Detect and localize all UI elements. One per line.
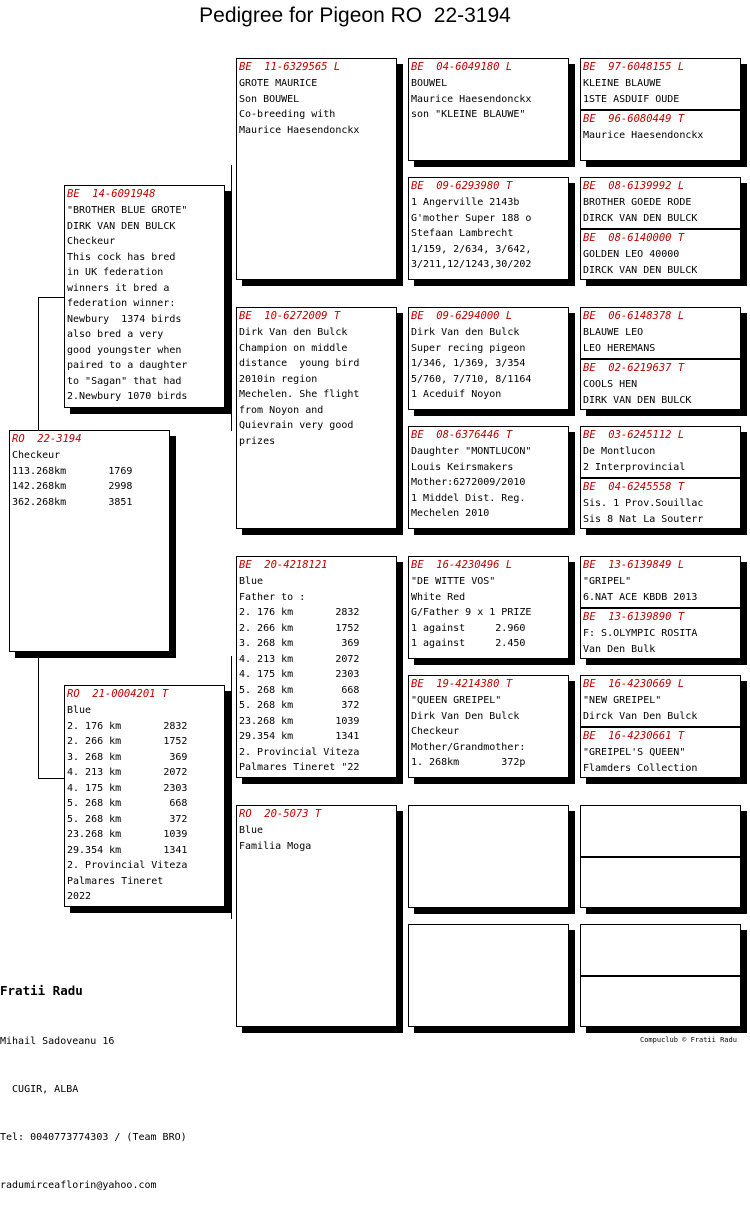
pigeon-info: Daughter "MONTLUCON" Louis Keirsmakers Mother:6272009/2010 1 Middel Dist. Reg. Mechelen 2010 <box>411 446 532 519</box>
pigeon-info: De Montlucon 2 Interprovincial <box>583 446 686 473</box>
ring-number: BE 13-6139890 T <box>583 611 685 623</box>
ring-number: BE 10-6272009 T <box>239 310 341 322</box>
pigeon-info: Sis. 1 Prov.Souillac Sis 8 Nat La Souterr <box>583 498 704 525</box>
pigeon-info: Blue Familia Moga <box>239 825 312 852</box>
great-great-grandparent-card <box>580 426 741 478</box>
ring-number: BE 06-6148378 L <box>583 310 685 322</box>
breeder-name: Fratii Radu <box>0 983 83 998</box>
ring-number: RO 22-3194 <box>12 433 82 445</box>
breeder-email: radumirceaflorin@yahoo.com <box>0 1180 157 1191</box>
great-great-grandparent-card <box>580 58 741 110</box>
pigeon-info: Checkeur 113.268km 1769 142.268km 2998 362.268km 3851 <box>12 450 133 508</box>
copyright-note: Compuclub © Fratii Radu <box>640 1036 737 1044</box>
pigeon-info <box>581 992 740 994</box>
ring-number: BE 19-4214380 T <box>411 678 513 690</box>
pigeon-info <box>409 821 568 823</box>
pigeon-info: F: S.OLYMPIC ROSITA Van Den Bulk <box>583 628 698 655</box>
grandparent-card <box>236 307 397 529</box>
pigeon-info <box>581 940 740 942</box>
pigeon-info: "GRIPEL" 6.NAT ACE KBDB 2013 <box>583 576 698 603</box>
pigeon-info: Dirk Van den Bulck Super recing pigeon 1/346, 1/369, 3/354 5/760, 7/710, 8/1164 1 Aceduif Noyon <box>411 327 532 400</box>
breeder-address: Mihail Sadoveanu 16 <box>0 1036 115 1047</box>
ring-number: RO 21-0004201 T <box>67 688 169 700</box>
ring-number <box>581 858 740 873</box>
great-great-grandparent-card <box>580 229 741 280</box>
grandparent-card <box>236 58 397 280</box>
dam-card <box>64 685 225 907</box>
great-grandparent-card <box>408 556 569 659</box>
page-title: Pedigree for Pigeon RO 22-3194 <box>199 4 511 27</box>
great-great-grandparent-card <box>580 556 741 608</box>
ring-number: BE 02-6219637 T <box>583 362 685 374</box>
breeder-phone: Tel: 0040773774303 / (Team BRO) <box>0 1132 187 1143</box>
ring-number <box>581 806 740 821</box>
ring-number: BE 96-6080449 T <box>583 113 685 125</box>
sire-card <box>64 185 225 408</box>
pigeon-info <box>581 821 740 823</box>
ring-number: BE 04-6245558 T <box>583 481 685 493</box>
great-grandparent-card <box>408 675 569 778</box>
ring-number <box>581 977 740 992</box>
pigeon-info: 1 Angerville 2143b G'mother Super 188 o Stefaan Lambrecht 1/159, 2/634, 3/642, 3/211,12/1243,30/202 <box>411 197 532 270</box>
pigeon-info: COOLS HEN DIRK VAN DEN BULCK <box>583 379 692 406</box>
great-great-grandparent-card <box>580 805 741 857</box>
pigeon-info: Blue 2. 176 km 2832 2. 266 km 1752 3. 268 km 369 4. 213 km 2072 4. 175 km 2303 5. 268 km 668 5. 268 km 372 23.268 km 1039 29.354 km 1341 2. Provincial Viteza Palmares Tineret 2022 <box>67 705 188 902</box>
great-grandparent-card <box>408 924 569 1027</box>
pigeon-info <box>581 873 740 875</box>
ring-number: RO 20-5073 T <box>239 808 322 820</box>
pigeon-info: "QUEEN GREIPEL" Dirk Van Den Bulck Checkeur Mother/Grandmother: 1. 268km 372p <box>411 695 526 768</box>
pigeon-info: Blue Father to : 2. 176 km 2832 2. 266 km 1752 3. 268 km 369 4. 213 km 2072 4. 175 km 2303 5. 268 km 668 5. 268 km 372 23.268 km 1039 29.354 km 1341 2. Provincial Viteza Palmares Tineret "22 <box>239 576 360 773</box>
pigeon-info: "NEW GREIPEL" Dirck Van Den Bulck <box>583 695 698 722</box>
ring-number: BE 03-6245112 L <box>583 429 685 441</box>
ring-number: BE 09-6293980 T <box>411 180 513 192</box>
pigeon-info: BROTHER GOEDE RODE DIRCK VAN DEN BULCK <box>583 197 698 224</box>
great-great-grandparent-card <box>580 976 741 1027</box>
pigeon-info: BOUWEL Maurice Haesendonckx son "KLEINE BLAUWE" <box>411 78 532 120</box>
great-grandparent-card <box>408 426 569 529</box>
great-grandparent-card <box>408 307 569 410</box>
pigeon-info: "BROTHER BLUE GROTE" DIRK VAN DEN BULCK Checkeur This cock has bred in UK federation winners it bred a federation winner: Newbury 1374 birds also bred a very good youngster when paired to a daughter to "Sagan" that had 2.Newbury 1070 birds <box>67 205 188 402</box>
ring-number: BE 11-6329565 L <box>239 61 341 73</box>
ring-number <box>581 925 740 940</box>
pigeon-info: Dirk Van den Bulck Champion on middle distance young bird 2010in region Mechelen. She flight from Noyon and Quievrain very good prizes <box>239 327 360 447</box>
great-grandparent-card <box>408 58 569 161</box>
ring-number: BE 08-6139992 L <box>583 180 685 192</box>
great-great-grandparent-card <box>580 924 741 976</box>
grandparent-card <box>236 805 397 1027</box>
great-great-grandparent-card <box>580 675 741 727</box>
ring-number: BE 04-6049180 L <box>411 61 513 73</box>
ring-number: BE 16-4230496 L <box>411 559 513 571</box>
ring-number: BE 09-6294000 L <box>411 310 513 322</box>
ring-number <box>409 925 568 940</box>
pigeon-info <box>409 940 568 942</box>
great-great-grandparent-card <box>580 177 741 229</box>
subject-pigeon-card <box>9 430 170 652</box>
great-great-grandparent-card <box>580 478 741 529</box>
great-grandparent-card <box>408 805 569 908</box>
breeder-contact <box>0 950 187 1210</box>
pigeon-info: GOLDEN LEO 40000 DIRCK VAN DEN BULCK <box>583 249 698 276</box>
connector-line <box>231 656 232 919</box>
great-great-grandparent-card <box>580 608 741 659</box>
ring-number: BE 16-4230661 T <box>583 730 685 742</box>
ring-number: BE 14-6091948 <box>67 188 156 200</box>
connector-line <box>231 165 232 431</box>
great-great-grandparent-card <box>580 727 741 778</box>
great-great-grandparent-card <box>580 359 741 410</box>
ring-number: BE 20-4218121 <box>239 559 328 571</box>
great-great-grandparent-card <box>580 110 741 161</box>
ring-number: BE 16-4230669 L <box>583 678 685 690</box>
ring-number: BE 13-6139849 L <box>583 559 685 571</box>
pigeon-info: "GREIPEL'S QUEEN" Flamders Collection <box>583 747 698 774</box>
connector-line <box>38 297 64 298</box>
pigeon-info: Maurice Haesendonckx <box>583 130 704 141</box>
ring-number: BE 08-6376446 T <box>411 429 513 441</box>
ring-number: BE 97-6048155 L <box>583 61 685 73</box>
breeder-city: CUGIR, ALBA <box>0 1084 79 1095</box>
pigeon-info: GROTE MAURICE Son BOUWEL Co-breeding with Maurice Haesendonckx <box>239 78 360 136</box>
ring-number: BE 08-6140000 T <box>583 232 685 244</box>
pigeon-info: KLEINE BLAUWE 1STE ASDUIF OUDE <box>583 78 680 105</box>
pigeon-info: "DE WITTE VOS" White Red G/Father 9 x 1 PRIZE 1 against 2.960 1 against 2.450 <box>411 576 532 649</box>
grandparent-card <box>236 556 397 778</box>
great-great-grandparent-card <box>580 307 741 359</box>
connector-line <box>38 778 64 779</box>
great-great-grandparent-card <box>580 857 741 908</box>
great-grandparent-card <box>408 177 569 280</box>
ring-number <box>409 806 568 821</box>
pigeon-info: BLAUWE LEO LEO HEREMANS <box>583 327 656 354</box>
